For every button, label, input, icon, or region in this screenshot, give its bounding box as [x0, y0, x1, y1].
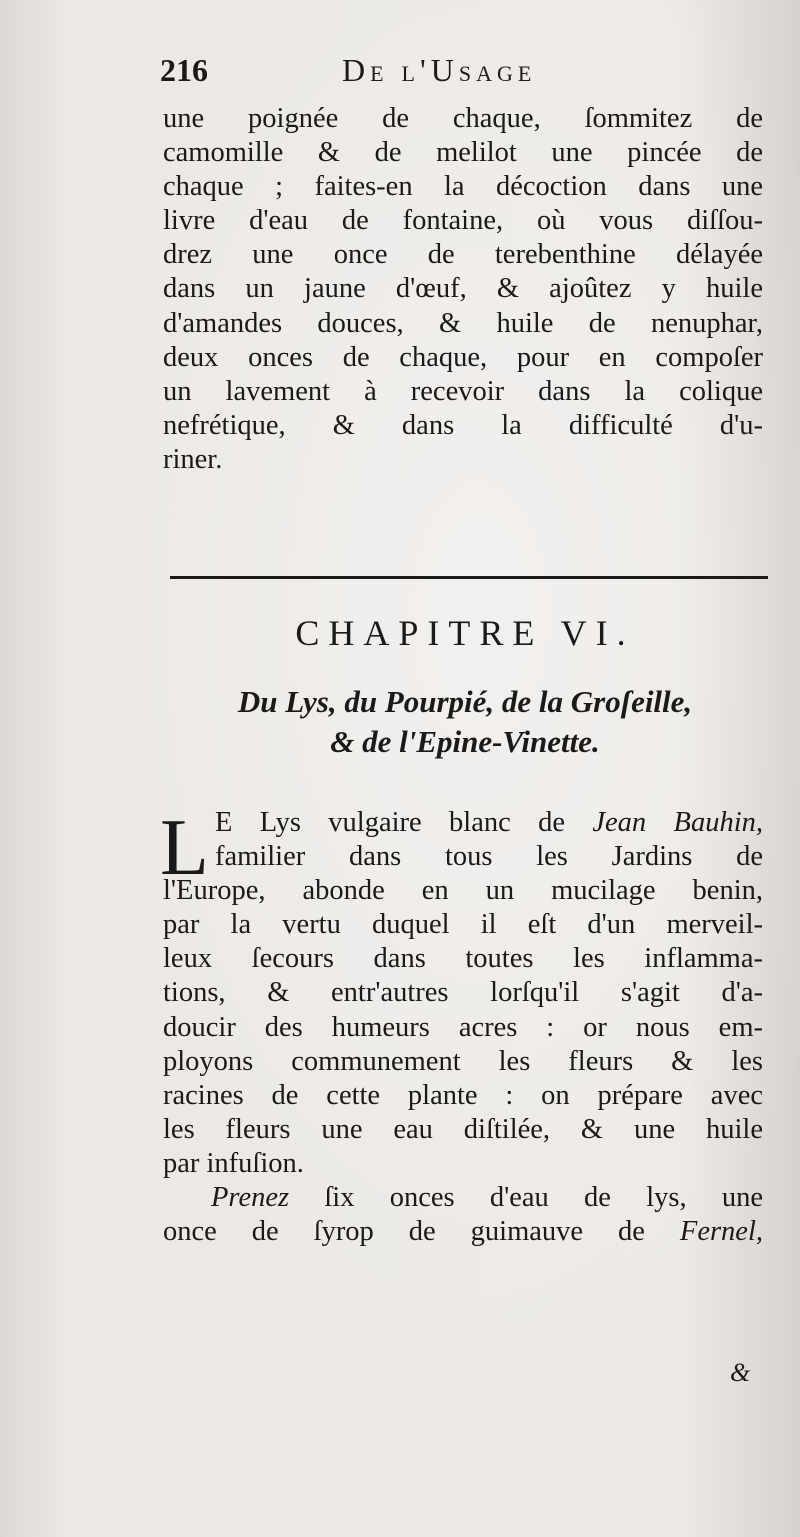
text-segment-italic: Prenez: [211, 1182, 290, 1214]
author-name: Fernel,: [679, 1216, 763, 1248]
chapter-title: CHAPITRE VI.: [295, 613, 635, 653]
text-line: dans un jaune d'œuf, & ajoûtez y huile: [163, 273, 763, 305]
text-line: [163, 1181, 763, 1215]
text-segment: ſix onces d'eau de lys, une: [289, 1182, 763, 1214]
body-paragraph: [163, 806, 763, 1249]
text-line: chaque ; faites-en la décoction dans une: [163, 171, 763, 203]
text-line: drez une once de terebenthine délayée: [163, 239, 763, 271]
text-line: camomille & de melilot une pincée de: [163, 137, 763, 169]
text-line: par infuſion.: [163, 1147, 304, 1179]
text-line: familier dans tous les Jardins de: [215, 841, 763, 873]
chapter-subtitle-line-1: Du Lys, du Pourpié, de la Groſeille,: [237, 684, 693, 719]
top-paragraph: [163, 102, 763, 477]
drop-cap: L: [160, 804, 209, 892]
text-line: ployons communement les fleurs & les: [163, 1045, 763, 1077]
text-line: par la vertu duquel il eſt d'un merveil-: [163, 909, 763, 941]
text-line: racines de cette plante : on prépare avec: [163, 1079, 763, 1111]
running-head: De l'Usage: [342, 52, 537, 88]
text-line: [163, 806, 763, 840]
text-line: d'amandes douces, & huile de nenuphar,: [163, 307, 763, 339]
text-line: deux onces de chaque, pour en compoſer: [163, 341, 763, 373]
text-line: tions, & entr'autres lorſqu'il s'agit d'a-: [163, 977, 763, 1009]
text-line: un lavement à recevoir dans la colique: [163, 375, 763, 407]
page-header: [160, 52, 760, 96]
text-segment: once de ſyrop de guimauve de: [163, 1216, 680, 1248]
text-line: nefrétique, & dans la difficulté d'u-: [163, 409, 763, 441]
catchword: &: [730, 1358, 751, 1387]
text-line: livre d'eau de fontaine, où vous diſſou-: [163, 205, 763, 237]
chapter-rule: [170, 576, 768, 579]
text-line: riner.: [163, 443, 223, 475]
author-name: Jean Bauhin,: [592, 807, 763, 838]
text-line: leux ſecours dans toutes les inflamma-: [163, 943, 763, 975]
text-line: l'Europe, abonde en un mucilage benin,: [163, 875, 763, 907]
page-number: 216: [160, 52, 208, 88]
text-line: une poignée de chaque, ſommitez de: [163, 103, 763, 134]
text-line: [163, 1215, 763, 1249]
chapter-subtitle-line-2: & de l'Epine-Vinette.: [330, 724, 600, 759]
text-segment: E Lys vulgaire blanc de: [215, 807, 593, 838]
text-line: doucir des humeurs acres : or nous em-: [163, 1011, 763, 1043]
text-line: les fleurs une eau diſtilée, & une huile: [163, 1113, 763, 1145]
